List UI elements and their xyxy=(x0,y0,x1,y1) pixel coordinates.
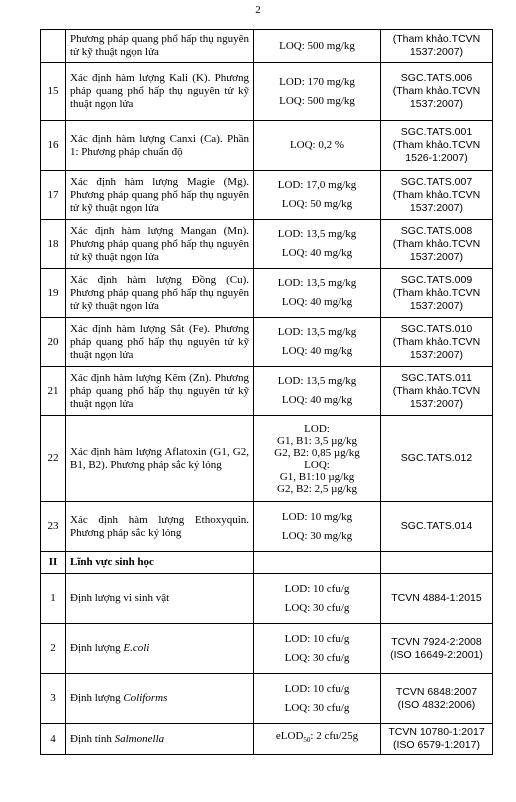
row-number xyxy=(41,30,66,63)
table-row xyxy=(41,416,493,502)
organism-name: Coliforms xyxy=(123,692,168,704)
method-name: Xác định hàm lượng Đồng (Cu). Phương pháp quang phổ hấp thụ nguyên tử kỹ thuật ngọn lửa xyxy=(66,269,254,318)
ref-line: SGC.TATS.001 xyxy=(400,126,473,138)
table-row xyxy=(41,63,493,121)
detection-limits xyxy=(254,624,381,674)
ref-line: (Tham khảo.TCVN xyxy=(392,85,481,97)
ref-line: SGC.TATS.006 xyxy=(400,72,473,84)
limit-loq-g2b2: G2, B2: 2,5 µg/kg xyxy=(277,482,357,495)
reference-method xyxy=(381,624,493,674)
reference-method xyxy=(381,220,493,269)
row-number: 23 xyxy=(41,502,66,552)
reference-method xyxy=(381,171,493,220)
limit-elod-subscript: 50 xyxy=(303,736,311,745)
limit-lod: LOD: 10 cfu/g xyxy=(284,582,350,595)
detection-limits xyxy=(254,416,381,502)
limit-loq: LOQ: 40 mg/kg xyxy=(281,345,353,357)
method-name-text: Định tính xyxy=(70,732,115,745)
detection-limits xyxy=(254,674,381,724)
detection-limits xyxy=(254,367,381,416)
limit-lod: LOD: 17,0 mg/kg xyxy=(277,179,357,191)
table-row xyxy=(41,171,493,220)
row-number: 3 xyxy=(41,674,66,724)
ref-line: TCVN 6848:2007 xyxy=(395,685,478,698)
limit-loq: LOQ: 30 cfu/g xyxy=(284,601,350,614)
table-row xyxy=(41,318,493,367)
reference-method xyxy=(381,674,493,724)
detection-limits xyxy=(254,724,381,755)
limit-lod: LOD: 10 cfu/g xyxy=(284,632,350,645)
reference-method xyxy=(381,121,493,171)
method-name xyxy=(66,574,254,624)
detection-limits xyxy=(254,318,381,367)
ref-line: TCVN 4884-1:2015 xyxy=(391,592,482,604)
row-number: 15 xyxy=(41,63,66,121)
limit-lod-label: LOD: xyxy=(304,422,330,435)
ref-line: SGC.TATS.010 xyxy=(400,322,473,335)
reference-method xyxy=(381,367,493,416)
method-name: Xác định hàm lượng Mangan (Mn). Phương pháp quang phổ hấp thụ nguyên tử kỹ thuật ngọn lửa xyxy=(66,220,254,269)
detection-limits xyxy=(254,574,381,624)
reference-method xyxy=(381,502,493,552)
empty-cell xyxy=(381,552,493,574)
ref-line: SGC.TATS.007 xyxy=(400,175,473,188)
ref-line: 1537:2007) xyxy=(409,250,464,263)
ref-line: (Tham khảo.TCVN xyxy=(392,237,481,250)
ref-line: (Tham khảo.TCVN xyxy=(392,384,481,397)
limit-lod: LOD: 13,5 mg/kg xyxy=(277,228,357,240)
table-row xyxy=(41,220,493,269)
reference-method xyxy=(381,318,493,367)
detection-limits xyxy=(254,63,381,121)
ref-line: SGC.TATS.012 xyxy=(400,452,473,464)
ref-line: 1537:2007) xyxy=(409,348,464,361)
limit-lod: LOD: 170 mg/kg xyxy=(279,75,355,88)
method-name-text: Định lượng vi sinh vật xyxy=(70,592,170,604)
method-name: Phương pháp quang phổ hấp thụ nguyên tử kỹ thuật ngọn lửa xyxy=(66,30,254,63)
method-name: Xác định hàm lượng Canxi (Ca). Phần 1: Phương pháp chuẩn độ xyxy=(66,121,254,171)
limit-lod-g2b2: G2, B2: 0,85 µg/kg xyxy=(274,446,360,459)
row-number: 16 xyxy=(41,121,66,171)
table-row xyxy=(41,574,493,624)
limit-loq: LOQ: 40 mg/kg xyxy=(281,394,353,406)
reference-method xyxy=(381,416,493,502)
limit-loq: LOQ: 40 mg/kg xyxy=(281,247,353,259)
ref-line: 1537:2007) xyxy=(409,46,464,58)
limit-loq: LOQ: 30 cfu/g xyxy=(284,651,350,664)
ref-line: 1537:2007) xyxy=(409,299,464,312)
limit-loq: LOQ: 50 mg/kg xyxy=(281,198,353,210)
method-name: Xác định hàm lượng Ethoxyquin. Phương pháp sắc ký lỏng xyxy=(66,502,254,552)
ref-line: (Tham khảo.TCVN xyxy=(392,335,481,348)
limit-loq: LOQ: 500 mg/kg xyxy=(279,39,355,52)
method-name: Xác định hàm lượng Kẽm (Zn). Phương pháp quang phổ hấp thụ nguyên tử kỹ thuật ngọn lửa xyxy=(66,367,254,416)
limit-loq: LOQ: 30 cfu/g xyxy=(284,701,350,714)
row-number: 19 xyxy=(41,269,66,318)
detection-limits xyxy=(254,269,381,318)
ref-line: (Tham khảo.TCVN xyxy=(392,33,481,45)
method-name: Xác định hàm lượng Aflatoxin (G1, G2, B1, B2). Phương pháp sắc ký lỏng xyxy=(66,416,254,502)
table-row xyxy=(41,367,493,416)
test-methods-table xyxy=(40,29,493,755)
method-name-text: Định lượng xyxy=(70,692,124,704)
table-row xyxy=(41,269,493,318)
section-title: Lĩnh vực sinh học xyxy=(66,552,254,574)
reference-method xyxy=(381,269,493,318)
detection-limits xyxy=(254,502,381,552)
ref-line: (ISO 4832:2006) xyxy=(397,698,476,711)
method-name xyxy=(66,624,254,674)
ref-line: (Tham khảo.TCVN xyxy=(392,188,481,201)
detection-limits xyxy=(254,220,381,269)
detection-limits xyxy=(254,171,381,220)
reference-method xyxy=(381,724,493,755)
ref-line: TCVN 7924-2:2008 xyxy=(391,635,482,648)
row-number: 17 xyxy=(41,171,66,220)
table-row xyxy=(41,624,493,674)
ref-line: SGC.TATS.014 xyxy=(400,520,473,532)
ref-line: (ISO 16649-2:2001) xyxy=(390,648,483,661)
reference-method xyxy=(381,574,493,624)
row-number: 18 xyxy=(41,220,66,269)
limit-loq: LOQ: 30 mg/kg xyxy=(281,529,353,542)
table-row xyxy=(41,121,493,171)
limit-loq: LOQ: 0,2 % xyxy=(289,139,345,151)
reference-method xyxy=(381,30,493,63)
ref-line: TCVN 10780-1:2017 xyxy=(388,726,485,738)
detection-limits xyxy=(254,121,381,171)
method-name: Xác định hàm lượng Sắt (Fe). Phương pháp quang phổ hấp thụ nguyên tử kỹ thuật ngọn lửa xyxy=(66,318,254,367)
table-row xyxy=(41,30,493,63)
method-name: Xác định hàm lượng Kali (K). Phương pháp quang phổ hấp thụ nguyên tử kỹ thuật ngọn lửa xyxy=(66,63,254,121)
ref-line: SGC.TATS.008 xyxy=(400,224,473,237)
limit-loq-label: LOQ: xyxy=(304,458,330,471)
organism-name: E.coli xyxy=(123,642,150,654)
table-row xyxy=(41,502,493,552)
reference-method xyxy=(381,63,493,121)
limit-elod-value: : 2 cfu/25g xyxy=(310,730,359,743)
limit-lod: LOD: 13,5 mg/kg xyxy=(277,326,357,338)
ref-line: SGC.TATS.009 xyxy=(400,273,473,286)
table-row xyxy=(41,724,493,755)
limit-lod: LOD: 10 cfu/g xyxy=(284,682,350,695)
limit-lod: LOD: 13,5 mg/kg xyxy=(277,277,357,289)
organism-name: Salmonella xyxy=(114,732,165,745)
ref-line: 1537:2007) xyxy=(409,397,464,410)
method-name-text: Định lượng xyxy=(70,642,124,654)
limit-loq-g1b1: G1, B1:10 µg/kg xyxy=(279,470,355,483)
limit-lod-g1b1: G1, B1: 3,5 µg/kg xyxy=(277,434,357,447)
section-header-row xyxy=(41,552,493,574)
method-name xyxy=(66,724,254,755)
limit-lod: LOD: 10 mg/kg xyxy=(281,510,353,523)
row-number: 22 xyxy=(41,416,66,502)
limit-elod: eLOD xyxy=(275,730,304,743)
page-number: 2 xyxy=(255,4,261,16)
section-number: II xyxy=(41,552,66,574)
method-name: Xác định hàm lượng Magie (Mg). Phương pháp quang phổ hấp thụ nguyên tử kỹ thuật ngọn lửa xyxy=(66,171,254,220)
table-row xyxy=(41,674,493,724)
row-number: 1 xyxy=(41,574,66,624)
empty-cell xyxy=(254,552,381,574)
limit-loq: LOQ: 40 mg/kg xyxy=(281,296,353,308)
method-name xyxy=(66,674,254,724)
row-number: 21 xyxy=(41,367,66,416)
ref-line: (Tham khảo.TCVN xyxy=(392,139,481,151)
limit-lod: LOD: 13,5 mg/kg xyxy=(277,375,357,387)
ref-line: 1526-1:2007) xyxy=(405,152,468,164)
ref-line: (ISO 6579-1:2017) xyxy=(393,739,480,751)
ref-line: 1537:2007) xyxy=(409,98,464,110)
row-number: 2 xyxy=(41,624,66,674)
limit-loq: LOQ: 500 mg/kg xyxy=(279,94,355,107)
ref-line: (Tham khảo.TCVN xyxy=(392,286,481,299)
detection-limits xyxy=(254,30,381,63)
ref-line: 1537:2007) xyxy=(409,201,464,214)
row-number: 4 xyxy=(41,724,66,755)
row-number: 20 xyxy=(41,318,66,367)
ref-line: SGC.TATS.011 xyxy=(401,371,472,384)
